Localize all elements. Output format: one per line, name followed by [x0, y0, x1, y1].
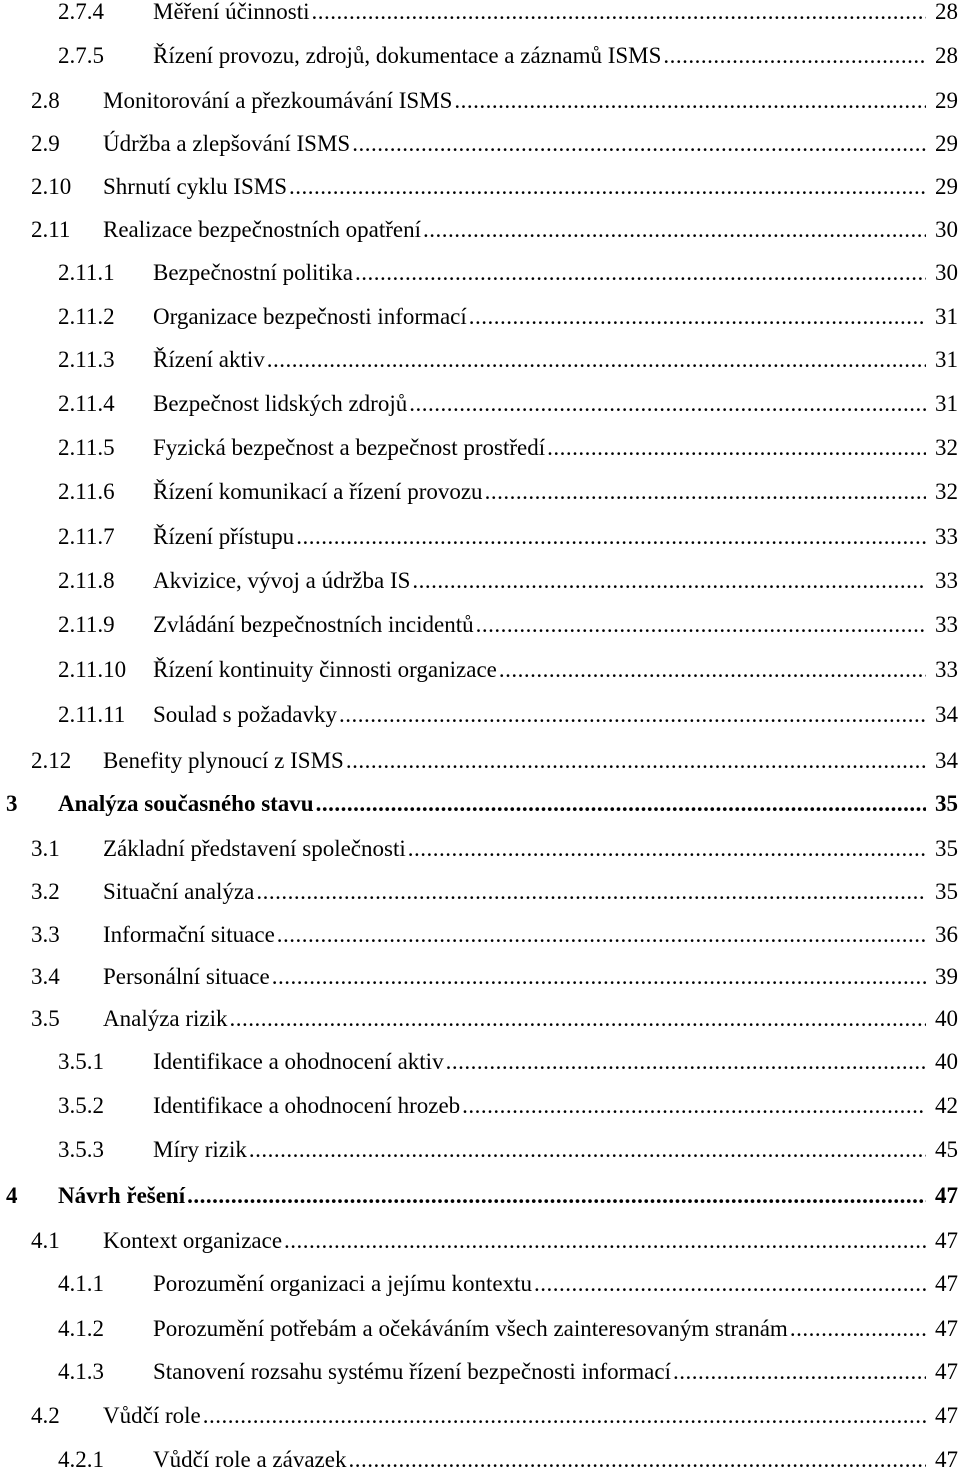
dot-leader: [267, 345, 926, 375]
toc-entry[interactable]: [0, 920, 960, 950]
dot-leader: [296, 522, 926, 552]
dot-leader: [355, 258, 926, 288]
toc-entry[interactable]: [0, 86, 960, 116]
toc-entry-title: Analýza rizik: [103, 1006, 228, 1031]
dot-leader: [663, 41, 926, 71]
toc-entry-title: Situační analýza: [103, 879, 255, 904]
toc-entry[interactable]: [0, 1357, 960, 1387]
toc-entry-title-wrap: [153, 389, 926, 419]
toc-entry-number: 2.11.10: [58, 657, 127, 682]
toc-entry-number: 3.3: [31, 922, 60, 947]
toc-entry[interactable]: [0, 215, 960, 245]
dot-leader: [277, 920, 926, 950]
toc-entry[interactable]: [0, 302, 960, 332]
toc-entry-title: Shrnutí cyklu ISMS: [103, 174, 288, 199]
toc-entry-title-wrap: [153, 1445, 926, 1475]
toc-entry-title: Porozumění potřebám a očekáváním všech zainteresovaným stranám: [153, 1316, 788, 1341]
toc-entry-title-wrap: [103, 129, 926, 159]
toc-entry-title-wrap: [153, 477, 926, 507]
dot-leader: [230, 1004, 926, 1034]
toc-entry-title-wrap: [153, 345, 926, 375]
toc-entry-number: 2.9: [31, 131, 60, 156]
toc-entry-number: 4.2.1: [58, 1447, 104, 1472]
toc-entry-number: 3.5.1: [58, 1049, 104, 1074]
toc-entry-page-number: 47: [935, 1183, 958, 1208]
toc-entry-title-wrap: [153, 1269, 926, 1299]
dot-leader: [272, 962, 926, 992]
toc-entry[interactable]: [0, 0, 960, 27]
toc-entry-page-number: 31: [935, 391, 958, 416]
toc-entry-title: Řízení aktiv: [153, 347, 265, 372]
toc-entry-title-wrap: [153, 700, 926, 730]
dot-leader: [352, 129, 926, 159]
toc-entry-title: Řízení kontinuity činnosti organizace: [153, 657, 497, 682]
dot-leader: [284, 1226, 926, 1256]
dot-leader: [446, 1047, 926, 1077]
toc-entry[interactable]: [0, 129, 960, 159]
dot-leader: [499, 655, 926, 685]
toc-entry-title: Základní představení společnosti: [103, 836, 406, 861]
toc-entry-title-wrap: [103, 86, 926, 116]
toc-entry-number: 3.5.3: [58, 1137, 104, 1162]
dot-leader: [476, 610, 926, 640]
toc-entry-title-wrap: [103, 1004, 926, 1034]
toc-entry-title: Identifikace a ohodnocení hrozeb: [153, 1093, 461, 1118]
toc-entry[interactable]: [0, 962, 960, 992]
toc-entry-number: 2.11.11: [58, 702, 126, 727]
toc-entry[interactable]: [0, 1269, 960, 1299]
toc-entry-title-wrap: [153, 522, 926, 552]
toc-entry-number: 3.5.2: [58, 1093, 104, 1118]
toc-entry-page-number: 47: [935, 1403, 958, 1428]
toc-entry-title: Údržba a zlepšování ISMS: [103, 131, 351, 156]
toc-entry-title-wrap: [153, 655, 926, 685]
toc-entry[interactable]: [0, 566, 960, 596]
toc-entry-number: 3.5: [31, 1006, 60, 1031]
toc-entry[interactable]: [0, 1047, 960, 1077]
toc-entry-title-wrap: [153, 41, 926, 71]
dot-leader: [412, 566, 926, 596]
toc-entry-title-wrap: [103, 215, 926, 245]
toc-entry[interactable]: [0, 655, 960, 685]
toc-entry-number: 4: [6, 1183, 18, 1208]
toc-entry-page-number: 45: [935, 1137, 958, 1162]
dot-leader: [423, 215, 926, 245]
toc-entry-page-number: 29: [935, 88, 958, 113]
dot-leader: [485, 477, 926, 507]
toc-entry-page-number: 47: [935, 1228, 958, 1253]
toc-entry-number: 2.11.6: [58, 479, 115, 504]
dot-leader: [790, 1314, 926, 1344]
toc-entry-number: 4.1: [31, 1228, 60, 1253]
toc-entry[interactable]: [0, 1401, 960, 1431]
toc-entry-title-wrap: [153, 1357, 926, 1387]
toc-entry-title-wrap: [103, 1401, 926, 1431]
toc-entry-title: Zvládání bezpečnostních incidentů: [153, 612, 474, 637]
toc-entry-page-number: 35: [935, 791, 958, 816]
toc-entry-title: Analýza současného stavu: [58, 791, 314, 816]
toc-entry-page-number: 32: [935, 435, 958, 460]
toc-entry-page-number: 35: [935, 836, 958, 861]
toc-entry-title: Vůdčí role a závazek: [153, 1447, 347, 1472]
toc-entry-number: 4.1.3: [58, 1359, 104, 1384]
toc-entry-page-number: 40: [935, 1006, 958, 1031]
toc-entry-number: 2.7.5: [58, 43, 104, 68]
toc-entry-title: Kontext organizace: [103, 1228, 283, 1253]
toc-entry[interactable]: [0, 1226, 960, 1256]
toc-entry-title-wrap: [153, 1047, 926, 1077]
dot-leader: [249, 1135, 926, 1165]
toc-entry-title-wrap: [153, 566, 926, 596]
toc-entry[interactable]: [0, 41, 960, 71]
toc-entry-number: 4.1.1: [58, 1271, 104, 1296]
toc-entry[interactable]: [0, 389, 960, 419]
toc-entry-title: Bezpečnostní politika: [153, 260, 353, 285]
toc-entry-page-number: 47: [935, 1271, 958, 1296]
dot-leader: [409, 389, 926, 419]
toc-entry-title-wrap: [153, 258, 926, 288]
toc-entry-page-number: 32: [935, 479, 958, 504]
toc-entry-title: Míry rizik: [153, 1137, 247, 1162]
toc-entry[interactable]: [0, 1181, 960, 1211]
toc-entry[interactable]: [0, 345, 960, 375]
toc-entry-page-number: 30: [935, 260, 958, 285]
toc-entry-page-number: 29: [935, 131, 958, 156]
toc-entry-title-wrap: [103, 877, 926, 907]
toc-entry-number: 2.7.4: [58, 0, 104, 24]
toc-entry-title: Realizace bezpečnostních opatření: [103, 217, 422, 242]
toc-entry-number: 3.4: [31, 964, 60, 989]
toc-entry-page-number: 28: [935, 0, 958, 24]
toc-entry-title-wrap: [103, 834, 926, 864]
toc-entry-title-wrap: [153, 1091, 926, 1121]
toc-entry[interactable]: [0, 1004, 960, 1034]
dot-leader: [348, 1445, 926, 1475]
toc-entry[interactable]: [0, 1135, 960, 1165]
toc-entry-number: 2.11.1: [58, 260, 115, 285]
toc-entry-page-number: 42: [935, 1093, 958, 1118]
toc-entry[interactable]: [0, 258, 960, 288]
toc-entry-title-wrap: [103, 172, 926, 202]
dot-leader: [339, 700, 926, 730]
toc-entry-page-number: 31: [935, 304, 958, 329]
dot-leader: [256, 877, 926, 907]
toc-entry[interactable]: [0, 1091, 960, 1121]
toc-entry-number: 4.2: [31, 1403, 60, 1428]
toc-entry-title: Řízení komunikací a řízení provozu: [153, 479, 483, 504]
toc-entry-title: Porozumění organizaci a jejímu kontextu: [153, 1271, 532, 1296]
toc-entry-title: Měření účinnosti: [153, 0, 310, 24]
toc-entry-title: Organizace bezpečnosti informací: [153, 304, 467, 329]
toc-entry[interactable]: [0, 172, 960, 202]
toc-entry-number: 2.11.9: [58, 612, 115, 637]
toc-entry-page-number: 47: [935, 1447, 958, 1472]
toc-entry-page-number: 33: [935, 568, 958, 593]
toc-entry-number: 3.2: [31, 879, 60, 904]
toc-entry-title-wrap: [103, 962, 926, 992]
toc-entry-page-number: 39: [935, 964, 958, 989]
toc-entry[interactable]: [0, 610, 960, 640]
toc-entry-title: Monitorování a přezkoumávání ISMS: [103, 88, 453, 113]
toc-entry-number: 3: [6, 791, 18, 816]
toc-entry-page-number: 28: [935, 43, 958, 68]
toc-entry-title: Akvizice, vývoj a údržba IS: [153, 568, 411, 593]
toc-entry-title-wrap: [103, 746, 926, 776]
toc-entry-number: 2.11.7: [58, 524, 115, 549]
dot-leader: [454, 86, 926, 116]
toc-entry-page-number: 33: [935, 657, 958, 682]
dot-leader: [289, 172, 926, 202]
dot-leader: [346, 746, 926, 776]
dot-leader: [203, 1401, 926, 1431]
toc-entry-number: 3.1: [31, 836, 60, 861]
toc-entry-number: 2.10: [31, 174, 72, 199]
toc-entry-title: Vůdčí role: [103, 1403, 201, 1428]
toc-entry-title: Návrh řešení: [58, 1183, 186, 1208]
toc-entry-number: 2.11.2: [58, 304, 115, 329]
toc-entry-number: 2.8: [31, 88, 60, 113]
toc-entry-number: 2.11.5: [58, 435, 115, 460]
dot-leader: [547, 433, 926, 463]
toc-entry-title-wrap: [153, 1135, 926, 1165]
toc-entry-title: Soulad s požadavky: [153, 702, 337, 727]
toc-entry-page-number: 34: [935, 702, 958, 727]
toc-entry-page-number: 34: [935, 748, 958, 773]
toc-entry-number: 2.11.8: [58, 568, 115, 593]
dot-leader: [534, 1269, 926, 1299]
toc-entry-title-wrap: [103, 920, 926, 950]
toc-entry-title: Identifikace a ohodnocení aktiv: [153, 1049, 444, 1074]
dot-leader: [312, 0, 927, 27]
toc-entry-title: Informační situace: [103, 922, 275, 947]
toc-entry-title-wrap: [58, 789, 926, 819]
toc-entry-title: Bezpečnost lidských zdrojů: [153, 391, 408, 416]
toc-entry-title-wrap: [153, 1314, 926, 1344]
toc-entry[interactable]: [0, 877, 960, 907]
toc-entry[interactable]: [0, 834, 960, 864]
toc-entry-title-wrap: [153, 0, 926, 27]
toc-entry-page-number: 40: [935, 1049, 958, 1074]
toc-entry-title-wrap: [58, 1181, 926, 1211]
toc-entry-page-number: 33: [935, 612, 958, 637]
toc-entry-page-number: 35: [935, 879, 958, 904]
toc-entry-number: 2.11: [31, 217, 71, 242]
dot-leader: [316, 789, 926, 819]
toc-entry-page-number: 33: [935, 524, 958, 549]
dot-leader: [469, 302, 926, 332]
toc-entry[interactable]: [0, 1445, 960, 1475]
toc-entry[interactable]: [0, 1314, 960, 1344]
toc-entry[interactable]: [0, 477, 960, 507]
toc-entry[interactable]: [0, 522, 960, 552]
toc-entry-title: Fyzická bezpečnost a bezpečnost prostředí: [153, 435, 546, 460]
toc-entry-page-number: 47: [935, 1316, 958, 1341]
toc-entry-title: Řízení provozu, zdrojů, dokumentace a záznamů ISMS: [153, 43, 662, 68]
toc-entry-number: 2.12: [31, 748, 72, 773]
toc-entry-page-number: 29: [935, 174, 958, 199]
toc-entry-title: Stanovení rozsahu systému řízení bezpečnosti informací: [153, 1359, 671, 1384]
toc-entry-number: 2.11.4: [58, 391, 115, 416]
toc-entry-title: Benefity plynoucí z ISMS: [103, 748, 344, 773]
toc-entry-title-wrap: [153, 433, 926, 463]
toc-entry-title-wrap: [103, 1226, 926, 1256]
dot-leader: [462, 1091, 926, 1121]
toc-entry-title: Personální situace: [103, 964, 270, 989]
toc-entry-title: Řízení přístupu: [153, 524, 295, 549]
toc-entry-title-wrap: [153, 610, 926, 640]
toc-entry-title-wrap: [153, 302, 926, 332]
toc-entry[interactable]: [0, 746, 960, 776]
toc-entry[interactable]: [0, 433, 960, 463]
dot-leader: [408, 834, 926, 864]
toc-entry-number: 2.11.3: [58, 347, 115, 372]
toc-entry-page-number: 30: [935, 217, 958, 242]
toc-entry-number: 4.1.2: [58, 1316, 104, 1341]
toc-entry-page-number: 47: [935, 1359, 958, 1384]
dot-leader: [187, 1181, 926, 1211]
toc-entry-page-number: 36: [935, 922, 958, 947]
toc-entry[interactable]: [0, 789, 960, 819]
dot-leader: [673, 1357, 926, 1387]
toc-entry[interactable]: [0, 700, 960, 730]
toc-entry-page-number: 31: [935, 347, 958, 372]
